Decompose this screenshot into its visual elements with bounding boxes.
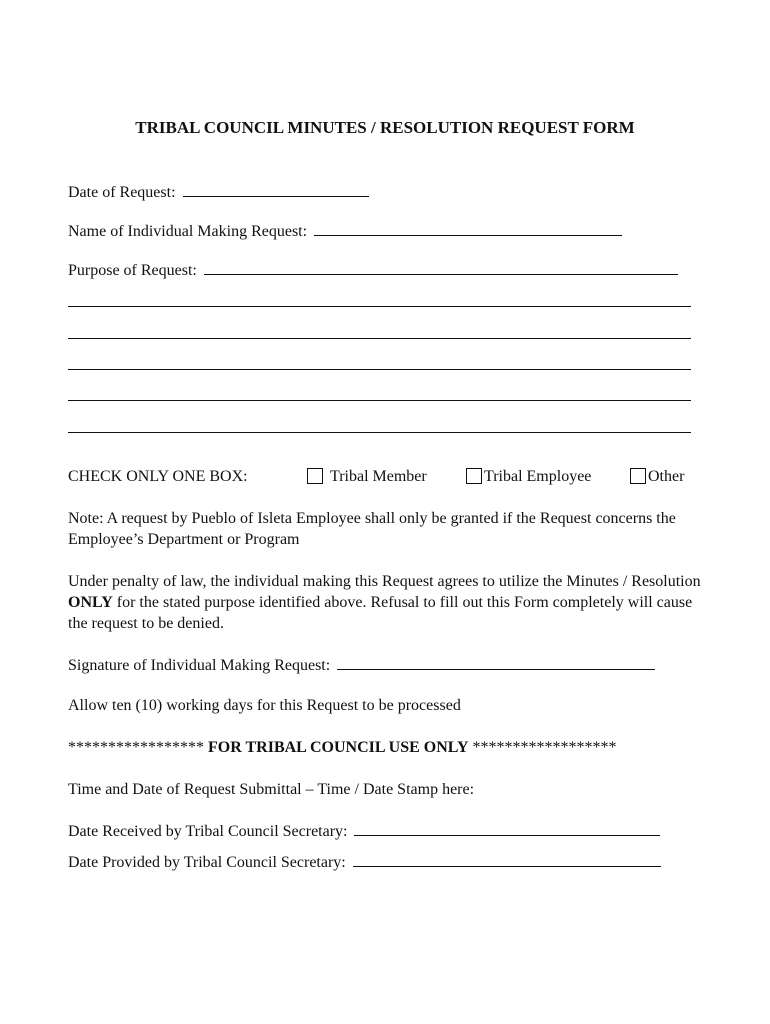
- signature-label: Signature of Individual Making Request:: [68, 657, 331, 674]
- other-checkbox[interactable]: [630, 468, 646, 484]
- council-use-header: [68, 738, 617, 757]
- note-paragraph: Note: A request by Pueblo of Isleta Employee shall only be granted if the Request concerns the Employee’s Department or Program: [68, 510, 676, 548]
- tribal-member-checkbox[interactable]: [307, 468, 323, 484]
- date-provided-field[interactable]: [353, 852, 661, 867]
- purpose-line-6[interactable]: [68, 432, 691, 433]
- date-received-field[interactable]: [354, 821, 660, 836]
- penalty-text-bold: ONLY: [68, 594, 113, 611]
- check-one-label: CHECK ONLY ONE BOX:: [68, 468, 248, 485]
- date-received-row: [68, 821, 660, 841]
- signature-field[interactable]: [337, 655, 655, 670]
- signature-row: [68, 655, 655, 675]
- time-date-stamp-text: Time and Date of Request Submittal – Time / Date Stamp here:: [68, 781, 475, 798]
- date-received-label: Date Received by Tribal Council Secretary:: [68, 823, 348, 840]
- date-of-request-label: Date of Request:: [68, 184, 176, 201]
- purpose-line-2[interactable]: [68, 306, 691, 307]
- penalty-text-before: Under penalty of law, the individual making this Request agrees to utilize the Minutes / Resolution: [68, 573, 701, 590]
- name-row: [68, 221, 622, 241]
- purpose-line-5[interactable]: [68, 400, 691, 401]
- purpose-row: [68, 260, 678, 280]
- council-use-stars-right: ******************: [472, 739, 617, 756]
- tribal-member-label: Tribal Member: [330, 468, 427, 485]
- other-label: Other: [648, 468, 685, 485]
- council-use-label: FOR TRIBAL COUNCIL USE ONLY: [208, 739, 469, 756]
- name-field[interactable]: [314, 221, 622, 236]
- date-of-request-row: [68, 182, 369, 202]
- penalty-paragraph: [68, 571, 708, 634]
- date-provided-label: Date Provided by Tribal Council Secretary:: [68, 854, 346, 871]
- council-use-stars-left: *****************: [68, 739, 204, 756]
- date-of-request-field[interactable]: [183, 182, 369, 197]
- tribal-employee-label: Tribal Employee: [484, 468, 592, 485]
- penalty-text-after: for the stated purpose identified above. Refusal to fill out this Form completely will cause the request to be denied.: [68, 594, 693, 632]
- purpose-label: Purpose of Request:: [68, 262, 197, 279]
- purpose-line-3[interactable]: [68, 338, 691, 339]
- name-label: Name of Individual Making Request:: [68, 223, 308, 240]
- processing-notice: Allow ten (10) working days for this Request to be processed: [68, 697, 461, 714]
- date-provided-row: [68, 852, 661, 872]
- tribal-employee-checkbox[interactable]: [466, 468, 482, 484]
- purpose-field[interactable]: [204, 260, 678, 275]
- purpose-line-4[interactable]: [68, 369, 691, 370]
- form-title: TRIBAL COUNCIL MINUTES / RESOLUTION REQUEST FORM: [135, 118, 635, 137]
